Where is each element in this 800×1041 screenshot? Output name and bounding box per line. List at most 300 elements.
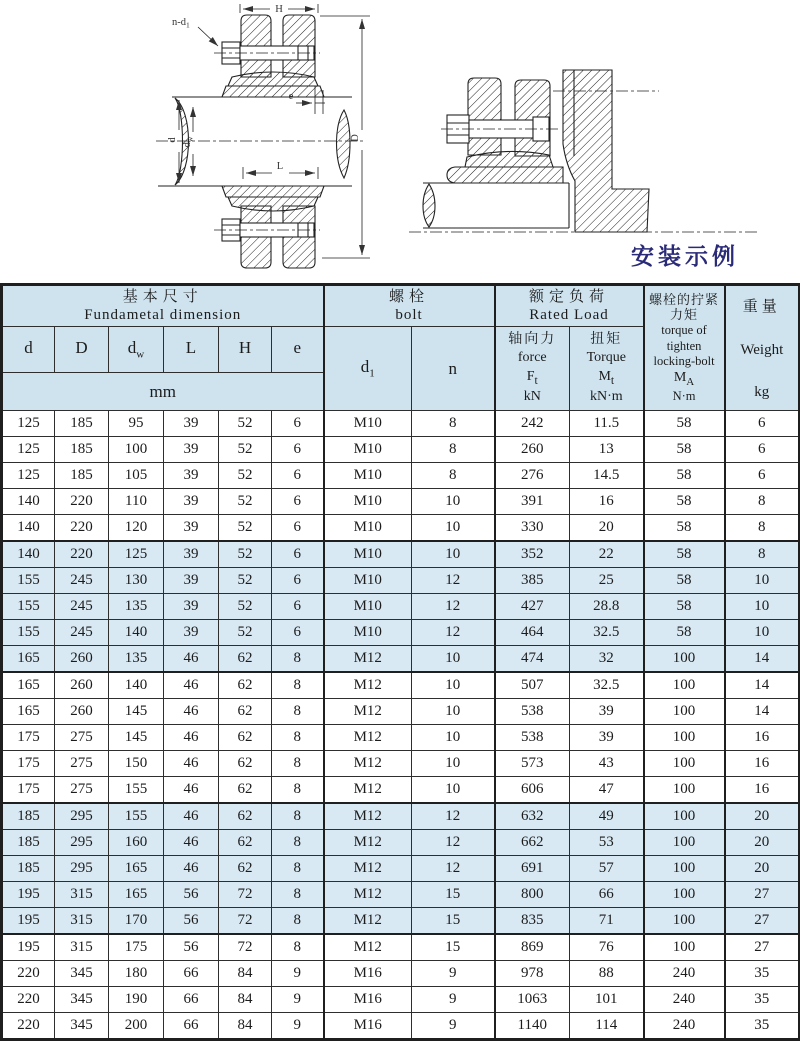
table-row xyxy=(2,1013,800,1040)
table-cell: M10 xyxy=(324,594,412,620)
table-cell: 10 xyxy=(412,725,495,751)
table-cell: 12 xyxy=(412,856,495,882)
table-cell: 165 xyxy=(2,672,55,699)
table-cell: 32.5 xyxy=(570,620,644,646)
table-cell: 12 xyxy=(412,830,495,856)
table-cell: 165 xyxy=(109,882,164,908)
table-cell: 8 xyxy=(272,803,324,830)
table-row xyxy=(2,803,800,830)
table-cell: 6 xyxy=(272,463,324,489)
table-cell: 8 xyxy=(272,646,324,673)
installation-example-caption: 安装示例 xyxy=(631,244,739,269)
table-row xyxy=(2,725,800,751)
table-cell: M10 xyxy=(324,437,412,463)
col-header-tightening-torque: 螺栓的拧紧 力矩 torque of tighten locking-bolt $M_A$ N·m xyxy=(644,285,725,411)
table-cell: 260 xyxy=(495,437,570,463)
table-cell: 32 xyxy=(570,646,644,673)
table-cell: 10 xyxy=(725,594,800,620)
table-cell: 6 xyxy=(272,437,324,463)
table-cell: 155 xyxy=(109,803,164,830)
table-cell: 100 xyxy=(109,437,164,463)
table-row xyxy=(2,830,800,856)
table-cell: 6 xyxy=(272,620,324,646)
table-cell: M12 xyxy=(324,646,412,673)
table-cell: M12 xyxy=(324,908,412,935)
table-cell: 39 xyxy=(164,489,219,515)
table-cell: M12 xyxy=(324,856,412,882)
table-cell: 606 xyxy=(495,777,570,804)
table-cell: 6 xyxy=(725,437,800,463)
table-cell: M12 xyxy=(324,830,412,856)
table-cell: 52 xyxy=(219,437,272,463)
table-cell: 220 xyxy=(55,515,109,542)
table-cell: 800 xyxy=(495,882,570,908)
table-cell: 691 xyxy=(495,856,570,882)
table-cell: 145 xyxy=(109,725,164,751)
table-cell: 100 xyxy=(644,646,725,673)
table-cell: 140 xyxy=(2,515,55,542)
table-cell: 52 xyxy=(219,515,272,542)
table-cell: 114 xyxy=(570,1013,644,1040)
table-cell: 15 xyxy=(412,934,495,961)
table-cell: 125 xyxy=(109,541,164,568)
table-cell: 835 xyxy=(495,908,570,935)
table-cell: 20 xyxy=(725,856,800,882)
table-row xyxy=(2,646,800,673)
table-cell: 8 xyxy=(272,830,324,856)
table-cell: 46 xyxy=(164,699,219,725)
table-cell: 125 xyxy=(2,437,55,463)
table-cell: 100 xyxy=(644,803,725,830)
table-cell: 62 xyxy=(219,646,272,673)
table-cell: 95 xyxy=(109,411,164,437)
col-header-D: D xyxy=(55,327,109,373)
table-cell: 220 xyxy=(2,987,55,1013)
table-cell: 295 xyxy=(55,830,109,856)
table-cell: M16 xyxy=(324,961,412,987)
table-cell: 185 xyxy=(55,411,109,437)
table-cell: 145 xyxy=(109,699,164,725)
col-header-torque: 扭矩 Torque $M_t$ kN·m xyxy=(570,327,644,411)
table-cell: 39 xyxy=(570,699,644,725)
table-cell: 22 xyxy=(570,541,644,568)
table-cell: 165 xyxy=(2,699,55,725)
table-cell: 66 xyxy=(164,961,219,987)
table-cell: 46 xyxy=(164,751,219,777)
table-cell: 140 xyxy=(2,489,55,515)
col-header-L: L xyxy=(164,327,219,373)
table-cell: 49 xyxy=(570,803,644,830)
drawings-area xyxy=(0,0,800,283)
table-cell: 9 xyxy=(272,1013,324,1040)
table-cell: 507 xyxy=(495,672,570,699)
shaft-break-left xyxy=(423,184,435,227)
table-cell: M16 xyxy=(324,1013,412,1040)
table-cell: 71 xyxy=(570,908,644,935)
table-cell: 175 xyxy=(2,725,55,751)
table-cell: 72 xyxy=(219,882,272,908)
table-cell: 20 xyxy=(725,803,800,830)
table-cell: 185 xyxy=(55,437,109,463)
table-cell: 195 xyxy=(2,882,55,908)
table-cell: 62 xyxy=(219,725,272,751)
table-cell: 160 xyxy=(109,830,164,856)
table-cell: 39 xyxy=(164,411,219,437)
table-cell: 12 xyxy=(412,568,495,594)
dim-label-h: H xyxy=(275,4,283,15)
shaft-break-right xyxy=(337,110,351,178)
table-cell: M12 xyxy=(324,751,412,777)
table-cell: 76 xyxy=(570,934,644,961)
table-cell: 220 xyxy=(55,541,109,568)
table-row xyxy=(2,437,800,463)
table-cell: 58 xyxy=(644,541,725,568)
table-row xyxy=(2,541,800,568)
table-cell: 62 xyxy=(219,803,272,830)
table-cell: 1063 xyxy=(495,987,570,1013)
table-cell: 140 xyxy=(109,672,164,699)
table-cell: M12 xyxy=(324,672,412,699)
table-cell: 869 xyxy=(495,934,570,961)
table-cell: 352 xyxy=(495,541,570,568)
col-header-d1: $d_1$ xyxy=(324,327,412,411)
table-cell: 195 xyxy=(2,908,55,935)
table-cell: 62 xyxy=(219,751,272,777)
table-cell: 385 xyxy=(495,568,570,594)
table-cell: 130 xyxy=(109,568,164,594)
col-header-e: e xyxy=(272,327,324,373)
table-cell: 39 xyxy=(164,515,219,542)
table-cell: 39 xyxy=(164,541,219,568)
table-cell: 46 xyxy=(164,830,219,856)
table-cell: M10 xyxy=(324,620,412,646)
col-header-d: d xyxy=(2,327,55,373)
table-cell: 10 xyxy=(412,489,495,515)
table-cell: 165 xyxy=(2,646,55,673)
table-cell: 52 xyxy=(219,463,272,489)
table-cell: 260 xyxy=(55,646,109,673)
table-cell: 9 xyxy=(272,987,324,1013)
dim-label-dw: $d_w$ xyxy=(182,136,195,148)
table-cell: 295 xyxy=(55,856,109,882)
table-cell: 52 xyxy=(219,594,272,620)
table-cell: 12 xyxy=(412,620,495,646)
hub-flange-wall xyxy=(563,70,649,232)
table-cell: 52 xyxy=(219,620,272,646)
table-cell: 39 xyxy=(164,437,219,463)
table-cell: 56 xyxy=(164,882,219,908)
table-cell: 150 xyxy=(109,751,164,777)
table-cell: 72 xyxy=(219,934,272,961)
table-cell: M12 xyxy=(324,803,412,830)
table-cell: 62 xyxy=(219,699,272,725)
table-cell: 110 xyxy=(109,489,164,515)
table-cell: 52 xyxy=(219,541,272,568)
table-cell: 662 xyxy=(495,830,570,856)
table-cell: 125 xyxy=(2,411,55,437)
table-cell: 27 xyxy=(725,908,800,935)
table-cell: 8 xyxy=(725,541,800,568)
col-group-dimensions: 基本尺寸 Fundametal dimension xyxy=(2,285,324,327)
dim-label-D: D xyxy=(350,134,361,142)
table-cell: 62 xyxy=(219,830,272,856)
table-cell: 62 xyxy=(219,777,272,804)
table-cell: M10 xyxy=(324,541,412,568)
table-cell: 100 xyxy=(644,856,725,882)
table-cell: 52 xyxy=(219,411,272,437)
table-cell: 175 xyxy=(2,751,55,777)
table-cell: 32.5 xyxy=(570,672,644,699)
table-cell: 6 xyxy=(272,568,324,594)
table-cell: 245 xyxy=(55,594,109,620)
table-cell: 58 xyxy=(644,437,725,463)
table-row xyxy=(2,961,800,987)
table-cell: 135 xyxy=(109,594,164,620)
table-cell: 58 xyxy=(644,411,725,437)
table-cell: 88 xyxy=(570,961,644,987)
table-cell: 330 xyxy=(495,515,570,542)
table-cell: 6 xyxy=(725,463,800,489)
table-cell: 15 xyxy=(412,882,495,908)
locking-assembly-section-drawing xyxy=(148,0,378,272)
table-cell: 58 xyxy=(644,620,725,646)
table-row xyxy=(2,751,800,777)
table-cell: 46 xyxy=(164,672,219,699)
table-cell: 200 xyxy=(109,1013,164,1040)
table-cell: 46 xyxy=(164,777,219,804)
table-cell: 195 xyxy=(2,934,55,961)
table-cell: 14 xyxy=(725,672,800,699)
col-header-dw: $d_w$ xyxy=(109,327,164,373)
table-cell: 8 xyxy=(725,489,800,515)
table-cell: 84 xyxy=(219,987,272,1013)
table-cell: 100 xyxy=(644,934,725,961)
table-cell: 100 xyxy=(644,830,725,856)
table-cell: 10 xyxy=(412,672,495,699)
table-cell: 240 xyxy=(644,961,725,987)
table-row xyxy=(2,934,800,961)
table-row xyxy=(2,594,800,620)
table-cell: 6 xyxy=(272,594,324,620)
table-cell: 391 xyxy=(495,489,570,515)
table-cell: 56 xyxy=(164,908,219,935)
table-cell: 8 xyxy=(725,515,800,542)
col-header-H: H xyxy=(219,327,272,373)
table-cell: 35 xyxy=(725,1013,800,1040)
table-cell: 14 xyxy=(725,699,800,725)
table-cell: 39 xyxy=(164,620,219,646)
table-cell: 190 xyxy=(109,987,164,1013)
table-cell: 100 xyxy=(644,777,725,804)
table-cell: 170 xyxy=(109,908,164,935)
table-cell: 632 xyxy=(495,803,570,830)
table-cell: 260 xyxy=(55,672,109,699)
table-cell: 58 xyxy=(644,568,725,594)
table-cell: 538 xyxy=(495,699,570,725)
table-cell: M12 xyxy=(324,725,412,751)
table-cell: 10 xyxy=(412,646,495,673)
table-cell: 105 xyxy=(109,463,164,489)
table-cell: 66 xyxy=(164,1013,219,1040)
table-row xyxy=(2,672,800,699)
table-row xyxy=(2,411,800,437)
table-cell: 220 xyxy=(2,961,55,987)
table-cell: 9 xyxy=(412,987,495,1013)
table-cell: 39 xyxy=(164,568,219,594)
dim-label-d: d xyxy=(167,137,178,143)
table-row xyxy=(2,489,800,515)
table-cell: 8 xyxy=(272,725,324,751)
table-header xyxy=(2,285,800,411)
table-cell: 8 xyxy=(272,672,324,699)
table-cell: 427 xyxy=(495,594,570,620)
table-cell: 9 xyxy=(412,961,495,987)
table-cell: 245 xyxy=(55,568,109,594)
table-cell: 100 xyxy=(644,908,725,935)
table-cell: 6 xyxy=(272,411,324,437)
table-cell: 260 xyxy=(55,699,109,725)
table-row xyxy=(2,777,800,804)
table-cell: 13 xyxy=(570,437,644,463)
table-cell: 101 xyxy=(570,987,644,1013)
table-row xyxy=(2,463,800,489)
table-cell: 27 xyxy=(725,934,800,961)
collar-ring-left xyxy=(468,78,501,155)
table-cell: 185 xyxy=(2,830,55,856)
table-cell: M12 xyxy=(324,777,412,804)
table-cell: 245 xyxy=(55,620,109,646)
table-cell: 46 xyxy=(164,803,219,830)
table-cell: 10 xyxy=(725,620,800,646)
table-row xyxy=(2,515,800,542)
table-cell: 8 xyxy=(272,777,324,804)
table-cell: 84 xyxy=(219,961,272,987)
table-cell: 220 xyxy=(2,1013,55,1040)
table-cell: 345 xyxy=(55,961,109,987)
table-cell: 66 xyxy=(164,987,219,1013)
col-header-weight: 重量 Weight kg xyxy=(725,285,800,411)
table-cell: 39 xyxy=(570,725,644,751)
table-cell: 345 xyxy=(55,1013,109,1040)
table-cell: M10 xyxy=(324,411,412,437)
table-cell: 180 xyxy=(109,961,164,987)
table-cell: 46 xyxy=(164,725,219,751)
table-cell: 276 xyxy=(495,463,570,489)
table-cell: 58 xyxy=(644,489,725,515)
table-row xyxy=(2,908,800,935)
table-cell: M10 xyxy=(324,489,412,515)
table-cell: 8 xyxy=(272,882,324,908)
table-cell: 14.5 xyxy=(570,463,644,489)
table-cell: 275 xyxy=(55,751,109,777)
table-cell: 345 xyxy=(55,987,109,1013)
table-cell: 66 xyxy=(570,882,644,908)
table-cell: M10 xyxy=(324,515,412,542)
table-cell: 8 xyxy=(412,411,495,437)
table-row xyxy=(2,699,800,725)
table-cell: 978 xyxy=(495,961,570,987)
table-cell: 8 xyxy=(272,699,324,725)
table-cell: 6 xyxy=(272,489,324,515)
table-cell: 10 xyxy=(412,751,495,777)
table-cell: 14 xyxy=(725,646,800,673)
table-cell: 46 xyxy=(164,856,219,882)
table-cell: 47 xyxy=(570,777,644,804)
table-cell: 35 xyxy=(725,961,800,987)
table-cell: 16 xyxy=(725,751,800,777)
table-cell: 185 xyxy=(2,803,55,830)
table-cell: M12 xyxy=(324,882,412,908)
col-group-bolt: 螺栓 bolt xyxy=(324,285,495,327)
table-cell: 46 xyxy=(164,646,219,673)
col-header-axial-force: 轴向力 force $F_t$ kN xyxy=(495,327,570,411)
table-cell: M12 xyxy=(324,699,412,725)
table-cell: 6 xyxy=(725,411,800,437)
table-cell: 62 xyxy=(219,856,272,882)
table-cell: 58 xyxy=(644,594,725,620)
dim-label-l: L xyxy=(276,161,284,172)
table-cell: 10 xyxy=(412,541,495,568)
table-cell: 275 xyxy=(55,725,109,751)
table-cell: 62 xyxy=(219,672,272,699)
table-row xyxy=(2,882,800,908)
table-cell: 474 xyxy=(495,646,570,673)
table-cell: 6 xyxy=(272,541,324,568)
table-cell: 16 xyxy=(570,489,644,515)
table-cell: 28.8 xyxy=(570,594,644,620)
table-cell: 275 xyxy=(55,777,109,804)
table-cell: 135 xyxy=(109,646,164,673)
table-cell: 35 xyxy=(725,987,800,1013)
unit-row-mm: mm xyxy=(2,373,324,411)
table-cell: 39 xyxy=(164,594,219,620)
table-cell: 100 xyxy=(644,882,725,908)
table-cell: 464 xyxy=(495,620,570,646)
table-cell: 165 xyxy=(109,856,164,882)
table-cell: 155 xyxy=(2,568,55,594)
table-cell: 12 xyxy=(412,594,495,620)
table-cell: 120 xyxy=(109,515,164,542)
table-cell: 52 xyxy=(219,568,272,594)
table-cell: 53 xyxy=(570,830,644,856)
table-cell: 8 xyxy=(412,463,495,489)
table-cell: 315 xyxy=(55,908,109,935)
table-cell: 538 xyxy=(495,725,570,751)
table-cell: 52 xyxy=(219,489,272,515)
table-cell: 100 xyxy=(644,699,725,725)
table-cell: 315 xyxy=(55,934,109,961)
table-cell: 10 xyxy=(412,699,495,725)
table-cell: M10 xyxy=(324,568,412,594)
table-row xyxy=(2,620,800,646)
table-cell: 8 xyxy=(272,934,324,961)
table-cell: 155 xyxy=(2,620,55,646)
table-cell: 155 xyxy=(109,777,164,804)
table-cell: 155 xyxy=(2,594,55,620)
table-cell: 10 xyxy=(412,777,495,804)
table-cell: 175 xyxy=(109,934,164,961)
table-cell: 9 xyxy=(412,1013,495,1040)
table-cell: 58 xyxy=(644,515,725,542)
table-cell: M12 xyxy=(324,934,412,961)
col-group-rated-load: 额定负荷 Rated Load xyxy=(495,285,644,327)
table-cell: 11.5 xyxy=(570,411,644,437)
table-cell: 9 xyxy=(272,961,324,987)
table-cell: 43 xyxy=(570,751,644,777)
table-cell: 16 xyxy=(725,777,800,804)
table-cell: 242 xyxy=(495,411,570,437)
table-cell: 8 xyxy=(412,437,495,463)
